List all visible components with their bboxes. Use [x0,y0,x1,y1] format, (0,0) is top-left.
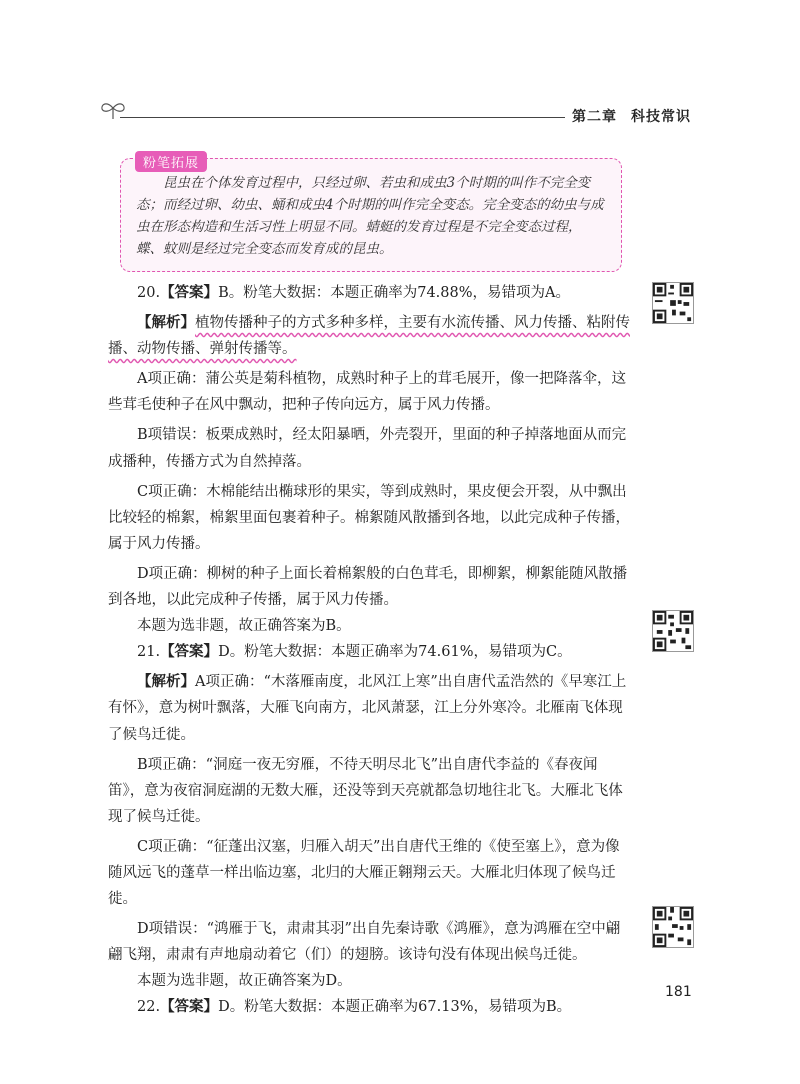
page-number: 181 [665,984,692,1000]
qr-code-icon [653,283,693,323]
qr-code-q21[interactable] [652,610,694,652]
q20-option-d: D项正确：柳树的种子上面长着棉絮般的白色茸毛，即柳絮，柳絮能随风散播到各地，以此完成种子传播，属于风力传播。 [108,565,628,609]
q20-option-b: B项错误：板栗成熟时，经太阳暴晒，外壳裂开，里面的种子掉落地面从而完成播种，传播方式为自然掉落。 [108,427,627,470]
q20-answer: 20.【答案】B。粉笔大数据：本题正确率为74.88%，易错项为A。 [137,285,570,301]
q20-option-a: A项正确：蒲公英是菊科植物，成熟时种子上的茸毛展开，像一把降落伞，这些茸毛使种子在风中飘动，把种子传向远方，属于风力传播。 [108,371,626,414]
q21-option-a: 【解析】A项正确：“木落雁南度，北风江上寒”出自唐代孟浩然的《早寒江上有怀》，意为树叶飘落，大雁飞向南方，北风萧瑟，江上分外寒冷。北雁南飞体现了候鸟迁徙。 [108,674,627,743]
q21-conclusion: 本题为选非题，故正确答案为D。 [137,973,352,990]
qr-code-icon [653,907,693,947]
chapter-label: 第二章 [572,109,617,125]
answer-content [108,280,632,1021]
extension-label: 粉笔拓展 [135,151,207,172]
extension-paragraph: 昆虫在个体发育过程中，只经过卵、若虫和成虫3个时期的叫作不完全变态；而经过卵、幼虫、蛹和成虫4个时期的叫作完全变态。完全变态的幼虫与成虫在形态构造和生活习性上明显不同。蜻蜓的发育过程是不完全变态过程，蝶、蚊则是经过完全变态而发育成的昆虫。 [136,175,604,257]
q21-option-d: D项错误：“鸿雁于飞，肃肃其羽”出自先秦诗歌《鸿雁》，意为鸿雁在空中翩翩飞翔，肃肃有声地扇动着它（们）的翅膀。该诗句没有体现出候鸟迁徙。 [108,921,621,964]
q20-analysis: 【解析】植物传播种子的方式多种多样，主要有水流传播、风力传播、粘附传播、动物传播、弹射传播等。 [108,315,630,358]
qr-code-q20[interactable] [652,282,694,324]
q22-answer: 22.【答案】D。粉笔大数据：本题正确率为67.13%，易错项为B。 [137,999,572,1016]
header-rule [120,117,565,118]
qr-code-q22[interactable] [652,906,694,948]
q20-option-c: C项正确：木棉能结出椭球形的果实，等到成熟时，果皮便会开裂，从中飘出比较轻的棉絮，棉絮里面包裹着种子。棉絮随风散播到各地，以此完成种子传播，属于风力传播。 [108,483,630,552]
q21-answer: 21.【答案】D。粉笔大数据：本题正确率为74.61%，易错项为C。 [137,644,572,661]
q21-option-b: B项正确：“洞庭一夜无穷雁，不待天明尽北飞”出自唐代李益的《春夜闻笛》，意为夜宿洞庭湖的无数大雁，还没等到天亮就都急切地往北飞。大雁北飞体现了候鸟迁徙。 [108,756,623,825]
chapter-topic: 科技常识 [631,109,691,125]
q20-conclusion: 本题为选非题，故正确答案为B。 [137,618,351,635]
q21-option-c: C项正确：“征蓬出汉塞，归雁入胡天”出自唐代王维的《使至塞上》，意为像随风远飞的蓬草一样出临边塞，北归的大雁正翱翔云天。大雁北归体现了候鸟迁徙。 [108,838,620,908]
extension-text [136,172,608,260]
qr-code-icon [653,611,693,651]
running-header [572,106,705,126]
